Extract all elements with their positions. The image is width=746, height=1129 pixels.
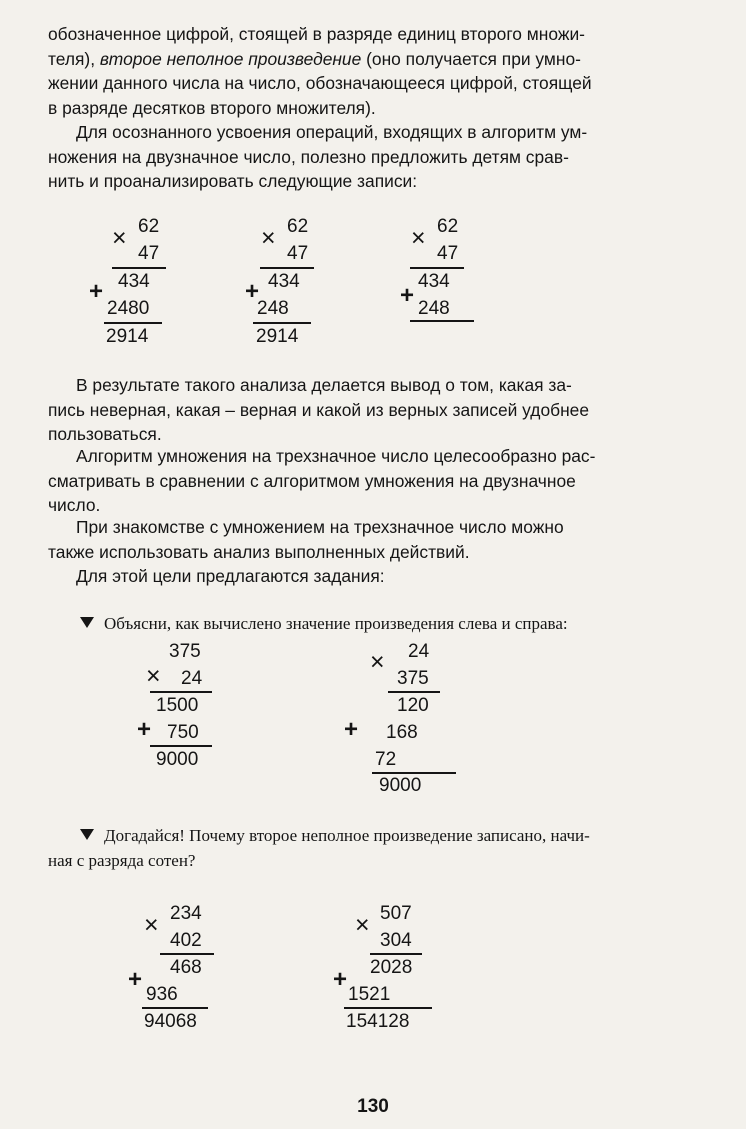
- factor-a: 62: [437, 216, 459, 237]
- rule: [150, 745, 212, 747]
- times-sign: ×: [370, 648, 385, 676]
- paragraph-5: При знакомстве с умножением на трехзначное число можно также использовать анализ выполненных действий.: [48, 517, 564, 562]
- product: 2914: [256, 326, 299, 347]
- rule: [142, 1007, 208, 1009]
- partial-product-2: 2480: [107, 298, 150, 319]
- task-1: Объясни, как вычислено значение произведения слева и справа:: [48, 611, 720, 636]
- times-sign: ×: [144, 911, 159, 939]
- paragraph-4: Алгоритм умножения на трехзначное число целесообразно рас- сматривать в сравнении с алгоритмом умножения на двузначное число.: [48, 446, 596, 515]
- partial-product-1: 434: [118, 271, 150, 292]
- paragraph-3: В результате такого анализа делается вывод о том, какая за- пись неверная, какая – верная и какой из верных записей удобнее пользоваться.: [48, 375, 590, 444]
- partial-product-1: 434: [418, 271, 450, 292]
- factor-a: 24: [408, 641, 430, 662]
- product: 94068: [144, 1011, 197, 1032]
- partial-product-1: 2028: [370, 957, 413, 978]
- page-number: 130: [357, 1096, 389, 1117]
- partial-product-1: 434: [268, 271, 300, 292]
- term-second-partial-product: второе неполное произведение: [99, 48, 362, 69]
- rule: [104, 322, 162, 324]
- plus-sign: +: [400, 282, 415, 309]
- paragraph-6: Для этой цели предлагаются задания:: [76, 566, 385, 586]
- factor-b: 402: [170, 930, 202, 951]
- factor-b: 47: [437, 243, 459, 264]
- factor-a: 62: [138, 216, 160, 237]
- product: 9000: [379, 775, 422, 796]
- partial-product-1: 120: [397, 695, 429, 716]
- times-sign: ×: [411, 224, 426, 252]
- rule: [388, 691, 440, 693]
- rule: [372, 772, 456, 774]
- plus-sign: +: [128, 966, 143, 993]
- task-2: Догадайся! Почему второе неполное произведение записано, начи- ная с разряда сотен?: [48, 826, 590, 870]
- times-sign: ×: [112, 224, 127, 252]
- factor-a: 375: [169, 641, 201, 662]
- factor-a: 507: [380, 903, 412, 924]
- partial-product-3: 72: [375, 749, 397, 770]
- rule: [344, 1007, 432, 1009]
- rule: [150, 691, 212, 693]
- rule: [410, 320, 474, 322]
- plus-sign: +: [245, 278, 260, 305]
- rule: [260, 267, 314, 269]
- product: 9000: [156, 749, 199, 770]
- plus-sign: +: [333, 966, 348, 993]
- times-sign: ×: [146, 662, 161, 690]
- triangle-bullet-icon: [80, 617, 94, 628]
- rule: [112, 267, 166, 269]
- plus-sign: +: [89, 278, 104, 305]
- partial-product-2: 248: [257, 298, 289, 319]
- paragraph-2: Для осознанного усвоения операций, входящих в алгоритм ум- ножения на двузначное число, полезно предложить детям срав- нить и проанализировать следующие записи:: [48, 122, 588, 191]
- partial-product-1: 1500: [156, 695, 199, 716]
- partial-product-2: 750: [167, 722, 199, 743]
- partial-product-1: 468: [170, 957, 202, 978]
- factor-a: 62: [287, 216, 309, 237]
- factor-a: 234: [170, 903, 202, 924]
- times-sign: ×: [355, 911, 370, 939]
- times-sign: ×: [261, 224, 276, 252]
- rule: [410, 267, 464, 269]
- rule: [370, 953, 422, 955]
- factor-b: 375: [397, 668, 429, 689]
- rule: [253, 322, 311, 324]
- partial-product-2: 168: [386, 722, 418, 743]
- product: 2914: [106, 326, 149, 347]
- rule: [160, 953, 214, 955]
- factor-b: 47: [138, 243, 160, 264]
- triangle-bullet-icon: [80, 829, 94, 840]
- partial-product-2: 1521: [348, 984, 391, 1005]
- plus-sign: +: [137, 716, 152, 743]
- factor-b: 304: [380, 930, 412, 951]
- plus-sign: +: [344, 716, 359, 743]
- partial-product-2: 936: [146, 984, 178, 1005]
- partial-product-2: 248: [418, 298, 450, 319]
- paragraph-1: обозначенное цифрой, стоящей в разряде единиц второго множи- теля), второе неполное произведение (оно получается при умно- жении данного числа на число, обозначающееся цифрой, стоящей в разряде десятков второго множителя).: [48, 24, 592, 118]
- factor-b: 47: [287, 243, 309, 264]
- product: 154128: [346, 1011, 410, 1032]
- factor-b: 24: [181, 668, 203, 689]
